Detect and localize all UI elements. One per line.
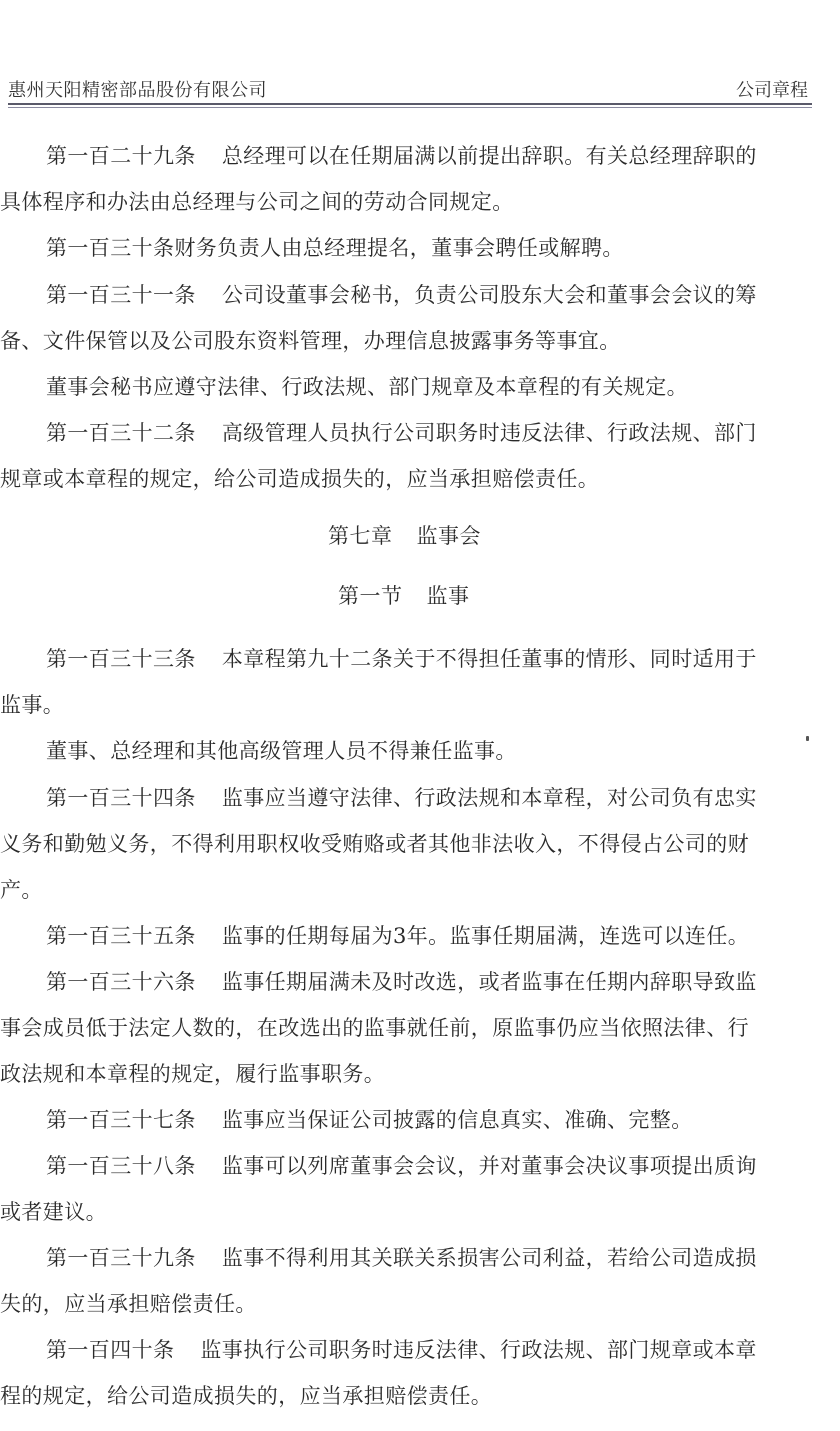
article-132-line-1 xyxy=(46,419,757,447)
article-number: 第一百三十七条 xyxy=(46,1108,196,1132)
chapter-number: 第七章 xyxy=(328,524,393,548)
article-number: 第一百三十三条 xyxy=(46,647,196,671)
article-number: 第一百三十八条 xyxy=(46,1154,196,1178)
chapter-name: 监事会 xyxy=(416,524,481,548)
article-text: 监事的任期每届为3年。监事任期届满，连选可以连任。 xyxy=(221,924,750,948)
article-text: 公司设董事会秘书，负责公司股东大会和董事会会议的筹 xyxy=(221,283,757,307)
article-135-line-1 xyxy=(46,922,749,950)
article-136-line-2: 事会成员低于法定人数的，在改选出的监事就任前，原监事仍应当依照法律、行 xyxy=(0,1016,749,1040)
article-139-line-1 xyxy=(46,1244,757,1272)
company-name: 惠州天阳精密部品股份有限公司 xyxy=(8,80,267,101)
article-text: 监事可以列席董事会会议，并对董事会决议事项提出质询 xyxy=(221,1154,757,1178)
page-header xyxy=(0,76,812,100)
article-139-line-2: 失的，应当承担赔偿责任。 xyxy=(0,1292,257,1316)
article-text: 监事不得利用其关联关系损害公司利益，若给公司造成损 xyxy=(221,1246,757,1270)
article-131-paragraph-2: 董事会秘书应遵守法律、行政法规、部门规章及本章程的有关规定。 xyxy=(46,375,688,399)
scan-speck xyxy=(806,736,809,741)
article-129-line-1 xyxy=(46,142,757,170)
article-number: 第一百三十一条 xyxy=(46,283,196,307)
article-text: 高级管理人员执行公司职务时违反法律、行政法规、部门 xyxy=(221,421,757,445)
header-rule-thin xyxy=(8,107,812,108)
chapter-heading xyxy=(328,522,481,550)
article-133-paragraph-2: 董事、总经理和其他高级管理人员不得兼任监事。 xyxy=(46,739,517,763)
article-number: 第一百三十条 xyxy=(46,236,175,260)
article-number: 第一百三十四条 xyxy=(46,786,196,810)
article-129-line-2: 具体程序和办法由总经理与公司之间的劳动合同规定。 xyxy=(0,190,514,214)
article-134-line-1 xyxy=(46,784,757,812)
article-text: 总经理可以在任期届满以前提出辞职。有关总经理辞职的 xyxy=(221,144,757,168)
article-number: 第一百三十六条 xyxy=(46,970,196,994)
section-name: 监事 xyxy=(426,584,470,608)
article-137-line-1 xyxy=(46,1106,693,1134)
article-text: 财务负责人由总经理提名，董事会聘任或解聘。 xyxy=(174,236,624,260)
article-number: 第一百四十条 xyxy=(46,1338,175,1362)
article-133-line-1 xyxy=(46,645,757,673)
article-140-line-1 xyxy=(46,1336,757,1364)
article-130-line-1 xyxy=(46,234,624,262)
section-heading xyxy=(338,582,470,610)
article-131-line-1 xyxy=(46,281,757,309)
article-136-line-1 xyxy=(46,968,757,996)
article-133-line-2: 监事。 xyxy=(0,693,65,717)
article-136-line-3: 政法规和本章程的规定，履行监事职务。 xyxy=(0,1062,386,1086)
article-number: 第一百三十五条 xyxy=(46,924,196,948)
article-138-line-2: 或者建议。 xyxy=(0,1200,107,1224)
document-title: 公司章程 xyxy=(736,80,808,101)
article-text: 本章程第九十二条关于不得担任董事的情形、同时适用于 xyxy=(221,647,757,671)
article-number: 第一百二十九条 xyxy=(46,144,196,168)
article-134-line-3: 产。 xyxy=(0,878,43,902)
article-138-line-1 xyxy=(46,1152,757,1180)
article-text: 监事应当遵守法律、行政法规和本章程，对公司负有忠实 xyxy=(221,786,757,810)
article-140-line-2: 程的规定，给公司造成损失的，应当承担赔偿责任。 xyxy=(0,1384,493,1408)
article-number: 第一百三十九条 xyxy=(46,1246,196,1270)
section-number: 第一节 xyxy=(338,584,403,608)
article-text: 监事任期届满未及时改选，或者监事在任期内辞职导致监 xyxy=(221,970,757,994)
article-text: 监事应当保证公司披露的信息真实、准确、完整。 xyxy=(221,1108,693,1132)
header-rule xyxy=(8,103,812,105)
article-text: 监事执行公司职务时违反法律、行政法规、部门规章或本章 xyxy=(200,1338,757,1362)
article-132-line-2: 规章或本章程的规定，给公司造成损失的，应当承担赔偿责任。 xyxy=(0,467,600,491)
article-131-line-2: 备、文件保管以及公司股东资料管理，办理信息披露事务等事宜。 xyxy=(0,329,621,353)
article-134-line-2: 义务和勤勉义务，不得利用职权收受贿赂或者其他非法收入，不得侵占公司的财 xyxy=(0,832,749,856)
article-number: 第一百三十二条 xyxy=(46,421,196,445)
